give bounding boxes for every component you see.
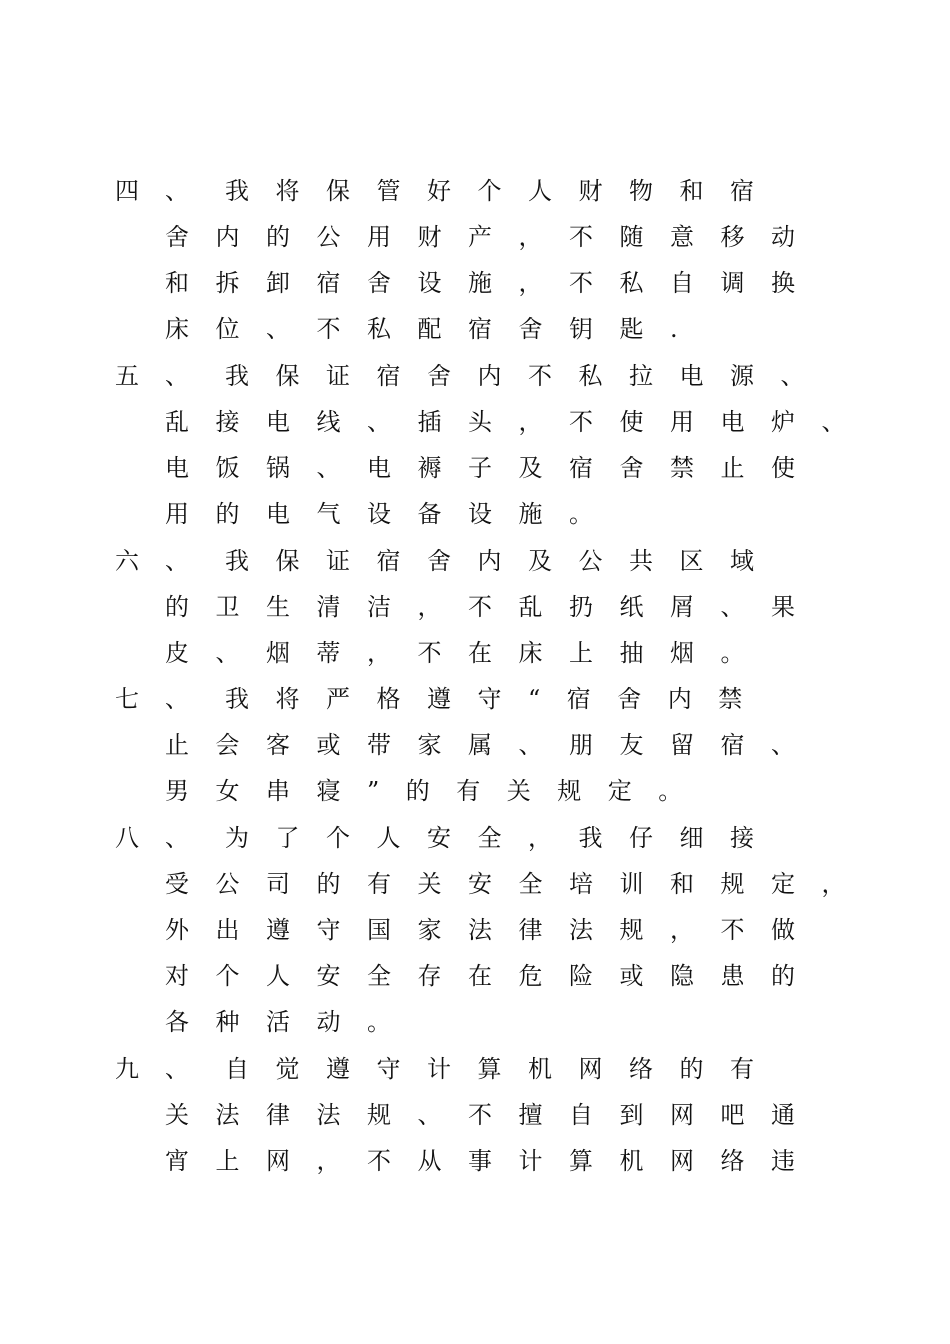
item-text-line: 为了个人安全，我仔细接 bbox=[225, 824, 781, 852]
item-text-line: 舍内的公用财产，不随意移动 bbox=[165, 223, 822, 251]
item-text-line: 自觉遵守计算机网络的有 bbox=[225, 1055, 781, 1083]
item-text-line: 我将保管好个人财物和宿 bbox=[225, 177, 781, 205]
item-number: 六、 bbox=[115, 547, 215, 575]
item-text-line: 我保证宿舍内不私拉电源、 bbox=[225, 362, 831, 390]
item-text-line: 我保证宿舍内及公共区域 bbox=[225, 547, 781, 575]
item-5-first-line bbox=[115, 353, 831, 399]
item-text-line: 男女串寝”的有关规定。 bbox=[165, 777, 709, 805]
item-number: 五、 bbox=[115, 362, 215, 390]
item-7-first-line bbox=[115, 676, 769, 722]
item-text-line: 和拆卸宿舍设施，不私自调换 bbox=[165, 269, 822, 297]
item-text-line: 的卫生清洁，不乱扔纸屑、果 bbox=[165, 593, 822, 621]
item-text-line: 宵上网，不从事计算机网络违 bbox=[165, 1147, 822, 1175]
item-8-first-line bbox=[115, 815, 781, 861]
item-text-line: 我将严格遵守“宿舍内禁 bbox=[225, 685, 769, 713]
item-text-line: 床位、不私配宿舍钥匙. bbox=[165, 315, 705, 343]
item-text-line: 电饭锅、电褥子及宿舍禁止使 bbox=[165, 454, 822, 482]
item-number: 八、 bbox=[115, 824, 215, 852]
item-9-first-line bbox=[115, 1046, 781, 1092]
item-text-line: 受公司的有关安全培训和规定， bbox=[165, 870, 872, 898]
item-number: 九、 bbox=[115, 1055, 215, 1083]
item-text-line: 皮、烟蒂，不在床上抽烟。 bbox=[165, 639, 771, 667]
item-text-line: 用的电气设备设施。 bbox=[165, 500, 620, 528]
item-text-line: 关法律法规、不擅自到网吧通 bbox=[165, 1101, 822, 1129]
item-4-first-line bbox=[115, 168, 781, 214]
item-text-line: 对个人安全存在危险或隐患的 bbox=[165, 962, 822, 990]
item-text-line: 乱接电线、插头，不使用电炉、 bbox=[165, 408, 872, 436]
item-number: 七、 bbox=[115, 685, 215, 713]
item-6-first-line bbox=[115, 538, 781, 584]
item-text-line: 各种活动。 bbox=[165, 1008, 418, 1036]
item-number: 四、 bbox=[115, 177, 215, 205]
item-text-line: 止会客或带家属、朋友留宿、 bbox=[165, 731, 822, 759]
item-text-line: 外出遵守国家法律法规，不做 bbox=[165, 916, 822, 944]
